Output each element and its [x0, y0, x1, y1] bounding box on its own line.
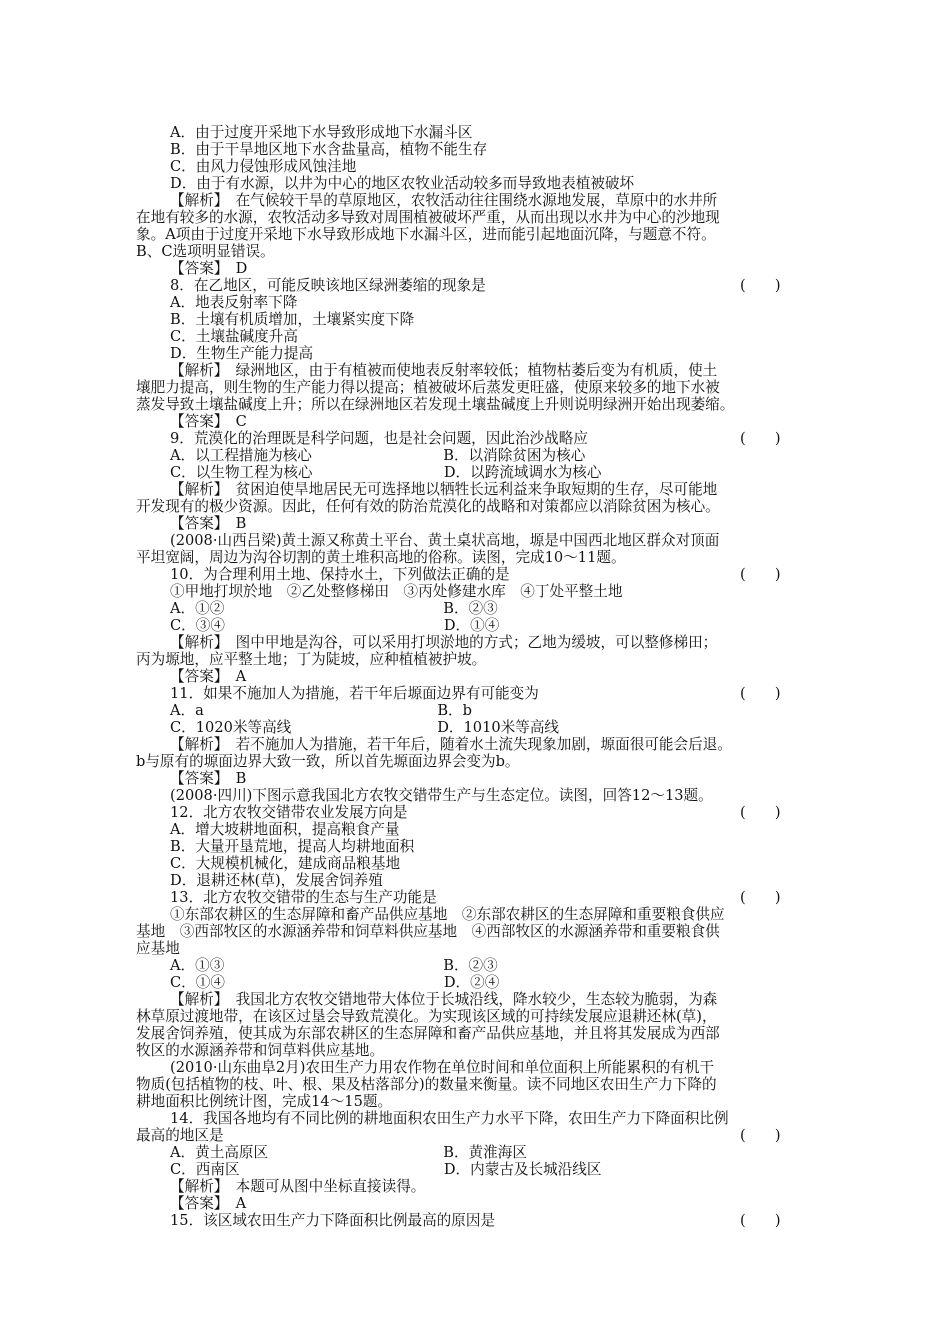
text-line: 开发现有的极少资源。因此，任何有效的防治荒漠化的战略和对策都应以消除贫困为核心。 — [136, 498, 720, 515]
text-line: 【答案】 B — [170, 770, 247, 787]
text-line: C．③④ D．①④ — [170, 617, 500, 634]
text-line: B．由于干旱地区地下水含盐量高，植物不能生存 — [170, 141, 488, 158]
text-line: 壤肥力提高，则生物的生产能力得以提高；植被破坏后蒸发更旺盛，使原来较多的地下水被 — [136, 379, 720, 396]
text-line: 10．为合理利用土地、保持水土，下列做法正确的是 — [170, 566, 510, 583]
text-line: 林草原过渡地带，在该区过垦会导致荒漠化。为实现该区域的可持续发展应退耕还林(草)， — [136, 1008, 717, 1025]
text-line: 【答案】 A — [170, 668, 247, 685]
text-line: 12．北方农牧交错带农业发展方向是 — [170, 804, 408, 821]
text-line: 【答案】 D — [170, 260, 248, 277]
text-line: 8．在乙地区，可能反映该地区绿洲萎缩的现象是 — [170, 277, 486, 294]
text-line: 牧区的水源涵养带和饲草料供应基地。 — [136, 1042, 385, 1059]
text-line: A．①③ B．②③ — [170, 957, 498, 974]
text-line: A．黄土高原区 B．黄淮海区 — [170, 1144, 527, 1161]
text-line: 发展舍饲养殖，使其成为东部农耕区的生态屏障和畜产品供应基地，并且将其发展成为西部 — [136, 1025, 720, 1042]
text-line: 【解析】 我国北方农牧交错地带大体位于长城沿线，降水较少，生态较为脆弱，为森 — [170, 991, 718, 1008]
text-line: C．①④ D．②④ — [170, 974, 500, 991]
text-line: 9．荒漠化的治理既是科学问题，也是社会问题，因此治沙战略应 — [170, 430, 588, 447]
text-line: 耕地面积比例统计图，完成14～15题。 — [136, 1093, 393, 1110]
text-line: D．生物生产能力提高 — [170, 345, 314, 362]
text-line: A．①② B．②③ — [170, 600, 498, 617]
text-line: A．地表反射率下降 — [170, 294, 298, 311]
text-line: 在地有较多的水源，农牧活动多导致对周围植被破坏严重，从而出现以水井为中心的沙地现 — [136, 209, 720, 226]
text-line: (2008·四川)下图示意我国北方农牧交错带生产与生态定位。读图，回答12～13题。 — [170, 787, 713, 804]
answer-bracket: ( ) — [740, 430, 781, 447]
text-line: 11．如果不施加人为措施，若干年后塬面边界有可能变为 — [170, 685, 539, 702]
text-line: B、C选项明显错误。 — [136, 243, 275, 260]
text-line: B．土壤有机质增加，土壤紧实度下降 — [170, 311, 415, 328]
text-line: B．大量开垦荒地，提高人均耕地面积 — [170, 838, 415, 855]
text-line: A．a B．b — [170, 702, 472, 719]
text-line: D．由于有水源，以井为中心的地区农牧业活动较多而导致地表植被破坏 — [170, 175, 635, 192]
text-line: 【解析】 贫困迫使旱地居民无可选择地以牺牲长远利益来争取短期的生存，尽可能地 — [170, 481, 718, 498]
text-line: 最高的地区是 — [136, 1127, 224, 1144]
text-line: C．西南区 D．内蒙古及长城沿线区 — [170, 1161, 602, 1178]
text-line: 13．北方农牧交错带的生态与生产功能是 — [170, 889, 437, 906]
text-line: 【答案】 C — [170, 413, 247, 430]
text-line: 【解析】 绿洲地区，由于有植被而使地表反射率较低；植物枯萎后变为有机质，使土 — [170, 362, 718, 379]
answer-bracket: ( ) — [740, 277, 781, 294]
text-line: 【答案】 A — [170, 1195, 247, 1212]
text-line: D．退耕还林(草)，发展舍饲养殖 — [170, 872, 383, 889]
text-line: ①东部农耕区的生态屏障和畜产品供应基地 ②东部农耕区的生态屏障和重要粮食供应 — [170, 906, 725, 923]
answer-bracket: ( ) — [740, 889, 781, 906]
text-line: b与原有的塬面边界大致一致，所以首先塬面边界会变为b。 — [136, 753, 520, 770]
answer-bracket: ( ) — [740, 566, 781, 583]
text-line: C．由风力侵蚀形成风蚀洼地 — [170, 158, 357, 175]
text-line: A．增大坡耕地面积，提高粮食产量 — [170, 821, 400, 838]
text-line: C．以生物工程为核心 D．以跨流域调水为核心 — [170, 464, 602, 481]
text-line: (2010·山东曲阜2月)农田生产力用农作物在单位时间和单位面积上所能累积的有机干 — [170, 1059, 715, 1076]
text-line: 基地 ③西部牧区的水源涵养带和饲草料供应基地 ④西部牧区的水源涵养带和重要粮食供 — [136, 923, 720, 940]
answer-bracket: ( ) — [740, 1212, 781, 1229]
text-line: A．由于过度开采地下水导致形成地下水漏斗区 — [170, 124, 473, 141]
text-line: 15．该区域农田生产力下降面积比例最高的原因是 — [170, 1212, 496, 1229]
text-line: (2008·山西吕梁)黄土源又称黄土平台、黄土桌状高地，塬是中国西北地区群众对顶面 — [170, 532, 720, 549]
text-line: 【答案】 B — [170, 515, 247, 532]
text-line: 【解析】 若不施加人为措施，若干年后，随着水土流失现象加剧，塬面很可能会后退。 — [170, 736, 732, 753]
text-line: A．以工程措施为核心 B．以消除贫困为核心 — [170, 447, 586, 464]
text-line: C．1020米等高线 D．1010米等高线 — [170, 719, 560, 736]
answer-bracket: ( ) — [740, 804, 781, 821]
text-line: 【解析】 本题可从图中坐标直接读得。 — [170, 1178, 426, 1195]
text-line: 物质(包括植物的枝、叶、根、果及枯落部分)的数量来衡量。读不同地区农田生产力下降的 — [136, 1076, 717, 1093]
text-line: 平坦宽阔，周边为沟谷切割的黄土堆积高地的俗称。读图，完成10～11题。 — [136, 549, 626, 566]
text-line: 丙为塬地，应平整土地；丁为陡坡，应种植植被护坡。 — [136, 651, 487, 668]
text-line: 【解析】 图中甲地是沟谷，可以采用打坝淤地的方式；乙地为缓坡，可以整修梯田； — [170, 634, 718, 651]
answer-bracket: ( ) — [740, 1127, 781, 1144]
text-line: 象。A项由于过度开采地下水导致形成地下水漏斗区，进而能引起地面沉降，与题意不符。 — [136, 226, 716, 243]
text-line: 蒸发导致土壤盐碱度上升；所以在绿洲地区若发现土壤盐碱度上升则说明绿洲开始出现萎缩。 — [136, 396, 735, 413]
text-line: C．土壤盐碱度升高 — [170, 328, 298, 345]
text-line: 【解析】 在气候较干旱的草原地区，农牧活动往往围绕水源地发展，草原中的水井所 — [170, 192, 718, 209]
text-line: 应基地 — [136, 940, 180, 957]
text-line: ①甲地打坝於地 ②乙处整修梯田 ③丙处修建水库 ④丁处平整土地 — [170, 583, 623, 600]
answer-bracket: ( ) — [740, 685, 781, 702]
text-line: 14．我国各地均有不同比例的耕地面积农田生产力水平下降，农田生产力下降面积比例 — [170, 1110, 729, 1127]
text-line: C．大规模机械化，建成商品粮基地 — [170, 855, 401, 872]
